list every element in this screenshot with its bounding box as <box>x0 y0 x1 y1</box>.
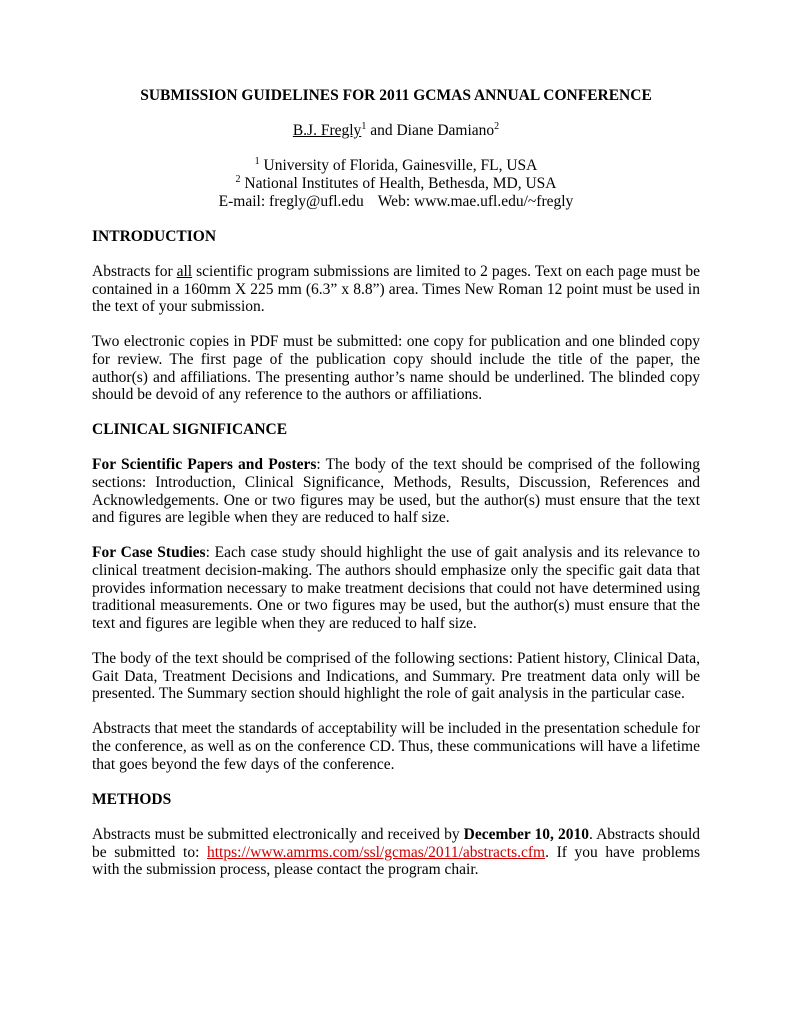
affiliation-2 <box>92 175 700 193</box>
presenting-author: B.J. Fregly <box>292 122 362 140</box>
paragraph-acceptability: Abstracts that meet the standards of acceptability will be included in the presentation schedule for the conference, as well as on the conference CD. Thus, these communications will have a lifetime that goes beyond the few days of the conference. <box>92 720 700 773</box>
paragraph-case-studies <box>92 544 700 632</box>
author2-superscript: 2 <box>494 121 500 133</box>
byline <box>92 122 700 140</box>
deadline-text: December 10, 2010 <box>463 825 589 843</box>
contact-line <box>92 193 700 211</box>
text-run: . Abstracts should be submitted to: <box>92 825 701 861</box>
affiliations-contact-block <box>92 157 700 210</box>
paragraph-scientific-papers <box>92 456 700 526</box>
affiliation-2-text: National Institutes of Health, Bethesda, MD, USA <box>240 174 557 192</box>
document-title: SUBMISSION GUIDELINES FOR 2011 GCMAS ANNUAL CONFERENCE <box>140 87 652 104</box>
text-run-bold: For Case Studies <box>92 544 206 562</box>
affiliation-1 <box>92 157 700 175</box>
text-run: Abstracts must be submitted electronically and received by <box>92 825 464 843</box>
author1-superscript: 1 <box>361 121 367 133</box>
paragraph-abstract-limits <box>92 263 700 316</box>
paragraph-body-sections: The body of the text should be comprised of the following sections: Patient history, Clinical Data, Gait Data, Treatment Decisions and Indications, and Summary. Pre treatment data only will be presented. The Summary section should highlight the role of gait analysis in the particular case. <box>92 650 700 703</box>
section-methods <box>92 791 700 879</box>
paragraph-two-copies: Two electronic copies in PDF must be submitted: one copy for publication and one blinded copy for review. The first page of the publication copy should include the title of the paper, the author(s) and affiliations. The presenting author’s name should be underlined. The blinded copy should be devoid of any reference to the authors or affiliations. <box>92 333 700 404</box>
affiliation-1-text: University of Florida, Gainesville, FL, USA <box>259 157 538 175</box>
document-header <box>92 87 700 210</box>
text-run: . If you have problems with the submission process, please contact the program chair. <box>92 843 700 879</box>
section-introduction <box>92 228 700 404</box>
text-run: : Each case study should highlight the use of gait analysis and its relevance to clinical treatment decision-making. The authors should emphasize only the specific gait data that provides information necessary to make treatment decisions that could not have determined using traditional measurements. One or two figures may be used, but the author(s) must ensure that the text and figures are legible when they are reduced to half size. <box>92 544 700 632</box>
affiliation-1-superscript: 1 <box>254 156 260 168</box>
coauthor-text: and Diane Damiano <box>366 122 495 140</box>
affiliation-2-superscript: 2 <box>235 173 241 185</box>
text-run-bold: For Scientific Papers and Posters <box>92 456 317 474</box>
text-run: scientific program submissions are limited to 2 pages. Text on each page must be contained in a 160mm X 225 mm (6.3” x 8.8”) area. Times New Roman 12 point must be used in the text of your submission. <box>92 262 700 316</box>
text-run: Abstracts for <box>92 262 177 280</box>
introduction-heading: INTRODUCTION <box>92 227 217 245</box>
email-text: E-mail: fregly@ufl.edu <box>218 192 364 210</box>
web-text: Web: www.mae.ufl.edu/~fregly <box>377 192 574 210</box>
methods-heading: METHODS <box>92 790 172 808</box>
text-run: : The body of the text should be comprised of the following sections: Introduction, Clinical Significance, Methods, Results, Discussion, References and Acknowledgements. One or two figures may be used, but the author(s) must ensure that the text and figures are legible when they are reduced to half size. <box>92 456 701 527</box>
section-clinical-significance <box>92 421 700 773</box>
abstract-submission-link[interactable]: https://www.amrms.com/ssl/gcmas/2011/abstracts.cfm <box>207 843 546 861</box>
text-run-underlined: all <box>176 262 193 280</box>
clinical-significance-heading: CLINICAL SIGNIFICANCE <box>92 421 288 439</box>
paragraph-submission <box>92 826 700 879</box>
